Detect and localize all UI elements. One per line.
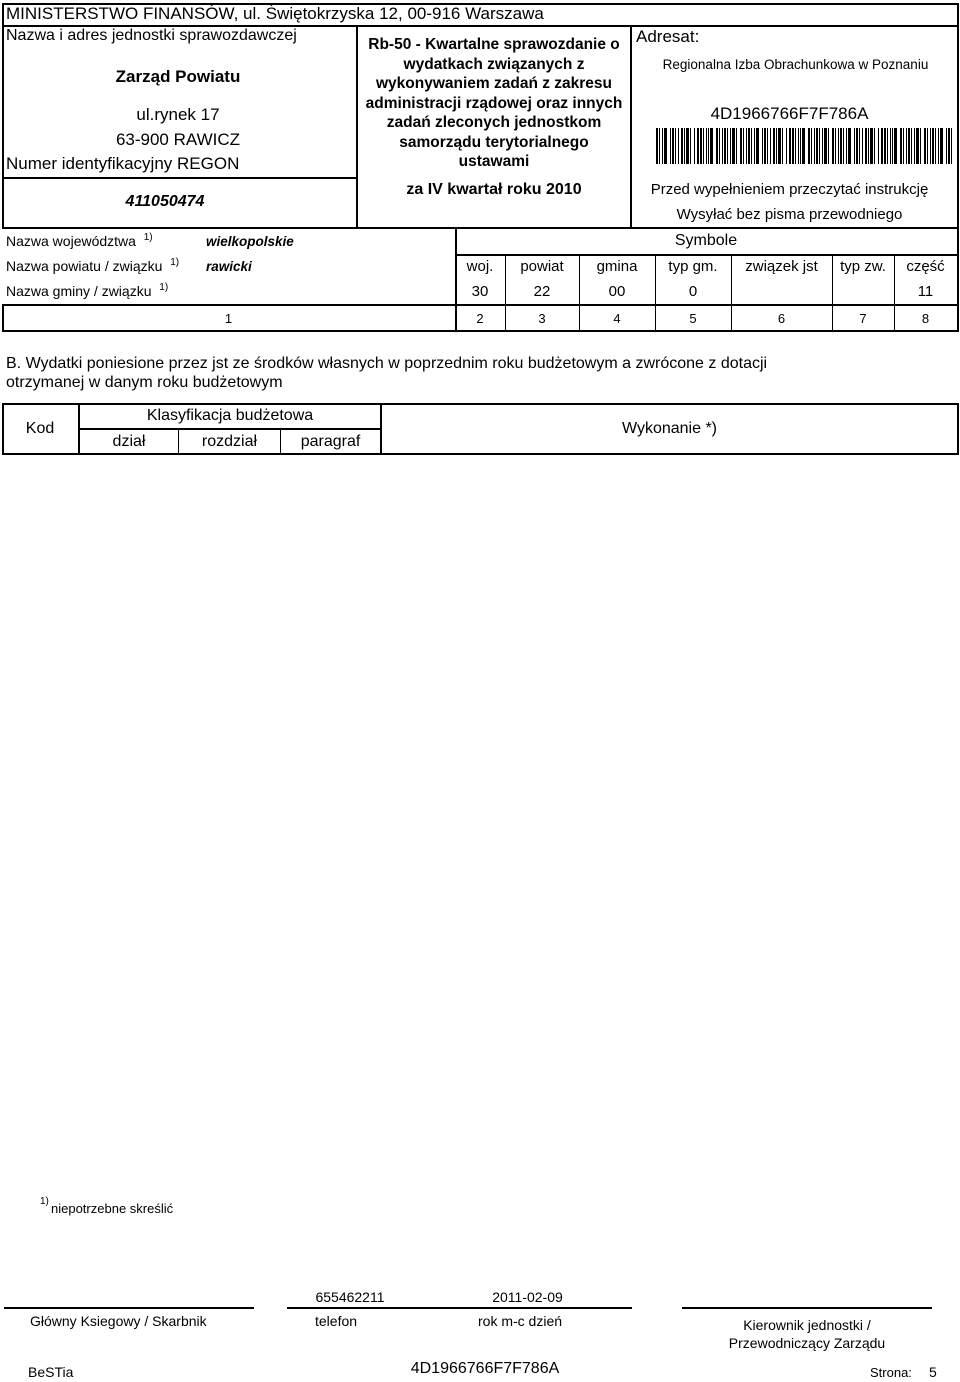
symbol-value-powiat: 22	[533, 283, 551, 300]
symbol-header-czesc: część	[906, 258, 945, 275]
column-number: 6	[777, 311, 786, 326]
addressee-label: Adresat:	[636, 27, 700, 46]
dzial-header: dział	[112, 433, 146, 450]
divider	[4, 1307, 254, 1309]
unit-street: ul.rynek 17	[136, 105, 220, 124]
classification-header: Klasyfikacja budżetowa	[146, 407, 314, 424]
column-number: 1	[224, 311, 233, 326]
chief-accountant-label: Główny Ksiegowy / Skarbnik	[30, 1313, 207, 1329]
symbol-header-powiat: powiat	[520, 258, 564, 275]
column-number: 8	[921, 311, 930, 326]
symbol-value-czesc: 11	[917, 283, 934, 300]
column-number: 2	[476, 311, 484, 326]
barcode-icon	[656, 128, 956, 164]
symbol-header-typ-gm: typ gm.	[668, 258, 718, 275]
divider	[455, 254, 959, 256]
divider	[682, 1307, 932, 1309]
wykonanie-header: Wykonanie *)	[621, 420, 717, 437]
ministry-text: MINISTERSTWO FINANSÓW, ul. Świętokrzyska 12, 00-916 Warszawa	[6, 4, 544, 23]
unit-label: Nazwa i adres jednostki sprawozdawczej	[6, 27, 297, 44]
divider	[2, 177, 358, 179]
commune-label: Nazwa gminy / związku $^{1)}$	[6, 282, 169, 299]
voivodeship-value: wielkopolskie	[206, 234, 294, 249]
regon-label: Numer identyfikacyjny REGON	[6, 154, 240, 173]
title-line: wykonywaniem zadań z zakresu	[375, 75, 613, 92]
rozdzial-header: rozdział	[201, 433, 258, 450]
page-label: Strona:	[870, 1365, 912, 1380]
voivodeship-label: Nazwa województwa $^{1)}$	[6, 232, 153, 249]
footnote-text: niepotrzebne skreślić	[51, 1201, 174, 1216]
phone-value: 655462211	[315, 1289, 385, 1305]
symbol-header-zwiazek: związek jst	[745, 258, 818, 275]
head-of-unit-label: Kierownik jednostki /	[743, 1317, 871, 1333]
no-cover-letter-note: Wysyłać bez pisma przewodniego	[676, 206, 903, 223]
section-b-title: B. Wydatki poniesione przez jst ze środków własnych w poprzednim roku budżetowym a zwrócone z dotacji	[6, 355, 768, 372]
county-value: rawicki	[206, 259, 252, 274]
column-number: 4	[613, 311, 621, 326]
regon-value: 411050474	[125, 193, 205, 210]
title-line: administracji rządowej oraz innych	[365, 94, 623, 112]
title-line: samorządu terytorialnego	[399, 133, 589, 151]
footer-code: 4D1966766F7F786A	[410, 1360, 560, 1377]
column-number: 7	[859, 311, 867, 326]
symbols-title: Symbole	[674, 232, 738, 249]
footnote-mark: 1)	[40, 1196, 49, 1207]
kod-header: Kod	[25, 420, 55, 437]
title-line: Rb-50 - Kwartalne sprawozdanie o	[368, 36, 620, 53]
title-line: wydatkach związanych z	[403, 55, 585, 73]
addressee-name: Regionalna Izba Obrachunkowa w Poznaniu	[662, 57, 929, 72]
phone-label: telefon	[315, 1313, 358, 1329]
divider	[80, 428, 380, 430]
title-line: zadań zleconych jednostkom	[386, 114, 602, 131]
software-name: BeSTia	[28, 1364, 74, 1380]
symbol-value-typ-gm: 0	[688, 283, 698, 300]
column-number: 5	[689, 311, 697, 326]
county-label: Nazwa powiatu / związku $^{1)}$	[6, 257, 180, 274]
date-value: 2011-02-09	[492, 1289, 563, 1305]
addressee-code: 4D1966766F7F786A	[710, 104, 869, 123]
symbol-value-gmina: 00	[608, 283, 626, 300]
divider	[287, 1307, 632, 1309]
paragraf-header: paragraf	[300, 433, 361, 450]
page-number: 5	[929, 1364, 937, 1380]
head-of-unit-label-cont: Przewodniczący Zarządu	[728, 1335, 886, 1351]
report-title	[358, 35, 630, 172]
section-b-title-cont: otrzymanej w danym roku budżetowym	[6, 374, 283, 391]
unit-city: 63-900 RAWICZ	[115, 130, 241, 149]
column-number: 3	[538, 311, 546, 326]
title-line: ustawami	[458, 153, 530, 170]
symbol-header-typ-zw: typ zw.	[840, 258, 886, 275]
symbol-header-woj: woj.	[466, 258, 494, 275]
symbol-header-gmina: gmina	[596, 258, 638, 275]
instruction-note: Przed wypełnieniem przeczytać instrukcję	[650, 181, 929, 198]
symbol-value-woj: 30	[471, 283, 489, 300]
unit-name: Zarząd Powiatu	[115, 67, 241, 86]
report-period: za IV kwartał roku 2010	[406, 181, 582, 198]
date-label: rok m-c dzień	[478, 1313, 563, 1329]
